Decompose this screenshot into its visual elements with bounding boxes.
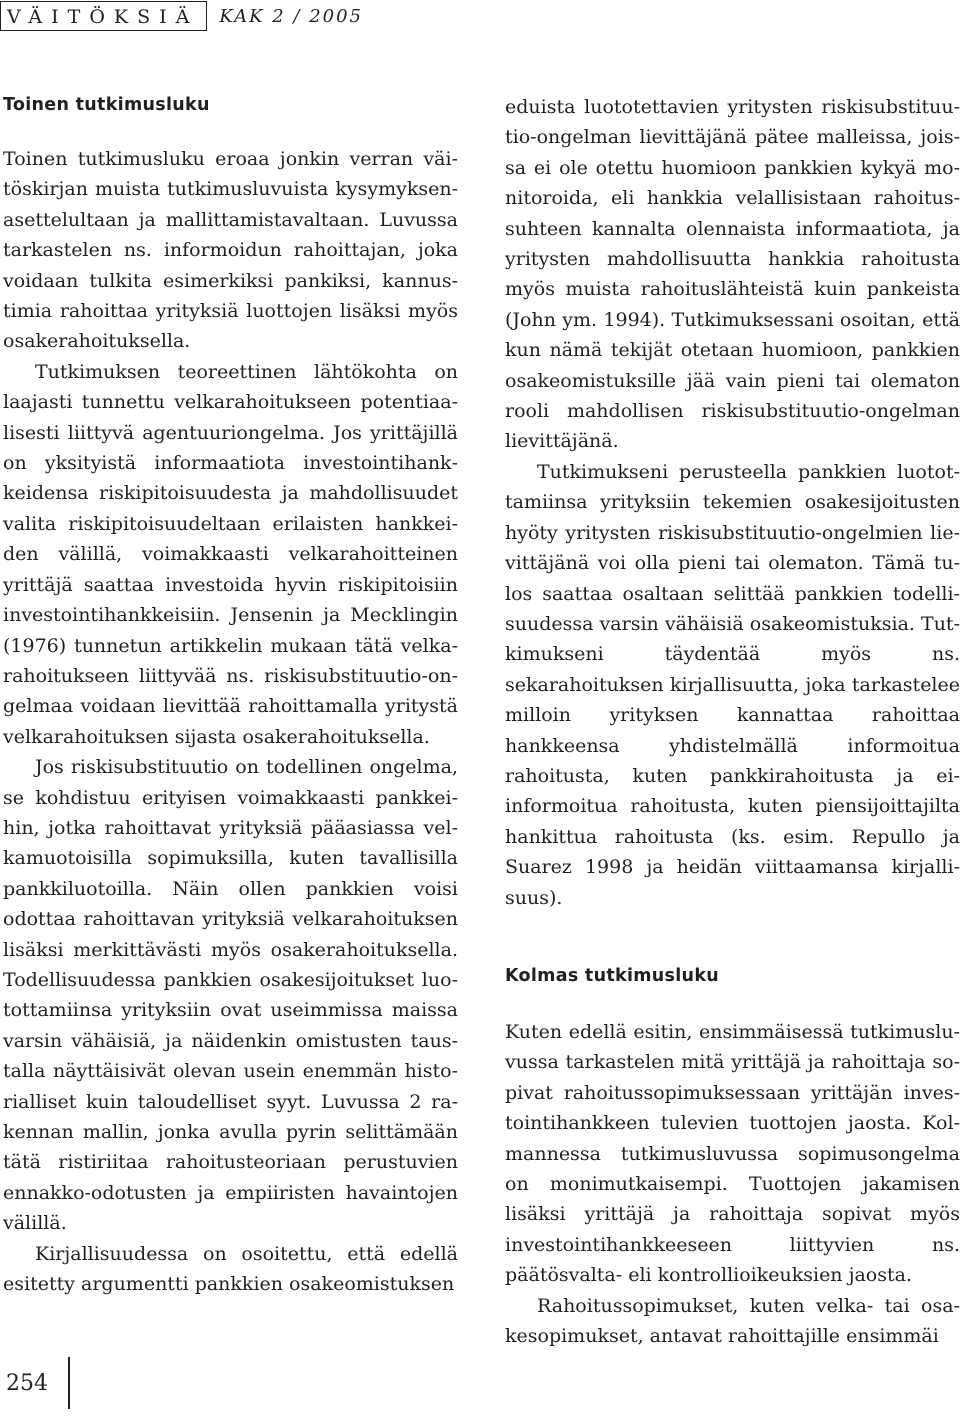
body-paragraph: Tutkimuksen teoreettinen lähtökohta on laajasti tunnettu velkarahoitukseen potentiaalisesti liittyvä agentuuriongelma. Jos yrittäjillä on yksityistä informaatiota investointihankkeidensa riskipitoisuudesta ja mahdollisuudet valita riskipitoisuudeltaan erilaisten hankkeiden välillä, voimakkaasti velkarahoitteinen yrittäjä saattaa investoida hyvin riskipitoisiin investointihankkeisiin. Jensenin ja Mecklingin (1976) tunnetun artikkelin mukaan tätä velkarahoitukseen liittyvää ns. riskisubstituutio-ongelmaa voidaan lievittää rahoittamalla yritystä velkarahoituksen sijasta osakerahoituksella.	[3, 360, 458, 748]
issue-label: KAK 2 / 2005	[219, 5, 364, 27]
left-column	[3, 90, 458, 1299]
body-paragraph: Kirjallisuudessa on osoitettu, että edellä esitetty argumentti pankkien osakeomistuksen	[3, 1242, 458, 1296]
section-heading-third-chapter: Kolmas tutkimusluku	[505, 965, 720, 986]
body-paragraph: Rahoitussopimukset, kuten velka- tai osakesopimukset, antavat rahoittajille ensimmäi	[505, 1294, 960, 1348]
running-header	[0, 0, 363, 32]
footer-divider	[68, 1357, 70, 1409]
body-paragraph: Jos riskisubstituutio on todellinen ongelma, se kohdistuu erityisen voimakkaasti pankkeihin, jotka rahoittavat yrityksiä pääasiassa velkamuotoisilla sopimuksilla, kuten tavallisilla pankkiluotoilla. Näin ollen pankkien voisi odottaa rahoittavan yrityksiä velkarahoituksen lisäksi merkittävästi myös osakerahoituksella. Todellisuudessa pankkien osakesijoitukset luotottamiinsa yrityksiin ovat useimmissa maissa varsin vähäisiä, ja näidenkin omistusten taustalla näyttäisivät olevan usein enemmän historialliset kuin taloudelliset syyt. Luvussa 2 rakennan mallin, jonka avulla pyrin selittämään tätä ristiriitaa rahoitusteoriaan perustuvien ennakko-odotusten ja empiiristen havaintojen välillä.	[3, 756, 458, 1235]
body-paragraph: eduista luototettavien yritysten riskisubstituutio-ongelman lievittäjänä pätee malleissa, joissa ei ole otettu huomioon pankkien kykyä monitoroida, eli hankkia velallisistaan rahoitussuhteen kannalta olennaista informaatiota, ja yritysten mahdollisuutta hankkia rahoitusta myös muista rahoituslähteistä kuin pankeista (John ym. 1994). Tutkimuksessani osoitan, että kun nämä tekijät otetaan huomioon, pankkien osakeomistuksille jää vain pieni tai olematon rooli mahdollisen riskisubstituutio-ongelman lievittäjänä.	[505, 96, 960, 453]
page-number: 254	[6, 1371, 48, 1396]
body-paragraph: Kuten edellä esitin, ensimmäisessä tutkimusluvussa tarkastelen mitä yrittäjä ja rahoittaja sopivat rahoitussopimuksessaan yrittäjän investointihankkeen tulevien tuottojen jaosta. Kolmannessa tutkimusluvussa sopimusongelma on monimutkaisempi. Tuottojen jakamisen lisäksi yrittäjä ja rahoittaja sopivat myös investointihankkeeseen liittyvien ns. päätösvalta- eli kontrollioikeuksien jaosta.	[505, 1020, 960, 1287]
journal-section-label: VÄITÖKSIÄ	[0, 1, 207, 31]
body-paragraph: Tutkimukseni perusteella pankkien luotottamiinsa yrityksiin tekemien osakesijoitusten hyöty yritysten riskisubstituutio-ongelmien lievittäjänä voi olla pieni tai olematon. Tämä tulos saattaa osaltaan selittää pankkien todellisuudessa varsin vähäisiä osakeomistuksia. Tutkimukseni täydentää myös ns. sekarahoituksen kirjallisuutta, joka tarkastelee milloin yrityksen kannattaa rahoittaa hankkeensa yhdistelmällä informoitua rahoitusta, kuten pankkirahoitusta ja ei-informoitua rahoitusta, kuten piensijoittajilta hankittua rahoitusta (ks. esim. Repullo ja Suarez 1998 ja heidän viittaamansa kirjallisuus).	[505, 460, 960, 909]
section-heading-second-chapter: Toinen tutkimusluku	[3, 95, 210, 115]
page-footer	[0, 1357, 960, 1417]
right-column	[505, 92, 960, 1351]
body-paragraph: Toinen tutkimusluku eroaa jonkin verran väitöskirjan muista tutkimusluvuista kysymyksenasettelultaan ja mallittamistavaltaan. Luvussa tarkastelen ns. informoidun rahoittajan, joka voidaan tulkita esimerkiksi pankiksi, kannustimia rahoittaa yrityksiä luottojen lisäksi myös osakerahoituksella.	[3, 148, 458, 353]
